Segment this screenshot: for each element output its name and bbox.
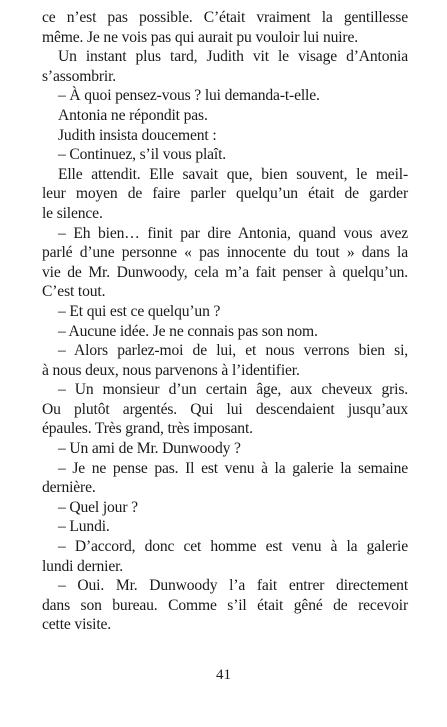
- text-line: Un instant plus tard, Judith vit le visage d’Antonia: [58, 48, 408, 66]
- text-line: Elle attendit. Elle savait que, bien souvent, le meil-: [58, 165, 408, 183]
- text-line: Ou plutôt argentés. Qui lui descendaient jusqu’aux: [42, 400, 408, 418]
- text-line: leur moyen de faire parler quelqu’un était de garder: [42, 185, 408, 203]
- text-line: vie de Mr. Dunwoody, cela m’a fait penser à quelqu’un.: [42, 263, 408, 281]
- page-number: 41: [216, 667, 231, 683]
- text-line: dernière.: [42, 479, 96, 497]
- text-line: cette visite.: [42, 616, 112, 634]
- text-line: – À quoi pensez-vous ? lui demanda-t-elle.: [58, 87, 320, 105]
- text-line: – Un ami de Mr. Dunwoody ?: [58, 440, 241, 458]
- text-line: – Un monsieur d’un certain âge, aux cheveux gris.: [58, 381, 408, 399]
- text-line: – Aucune idée. Je ne connais pas son nom.: [58, 322, 318, 340]
- text-line: à nous deux, nous parvenons à l’identifier.: [42, 361, 300, 379]
- text-line: lundi dernier.: [42, 557, 124, 575]
- text-line: Antonia ne répondit pas.: [58, 106, 208, 124]
- text-line: – Je ne pense pas. Il est venu à la galerie la semaine: [58, 459, 408, 477]
- text-line: ce n’est pas possible. C’était vraiment la gentillesse: [42, 9, 408, 26]
- text-line: s’assombrir.: [42, 67, 116, 85]
- text-line: – D’accord, donc cet homme est venu à la galerie: [58, 538, 408, 556]
- body-text: [42, 8, 408, 635]
- text-line: épaules. Très grand, très imposant.: [42, 420, 253, 438]
- text-line: le silence.: [42, 204, 103, 222]
- text-line: C’est tout.: [42, 283, 106, 301]
- text-line: – Eh bien… finit par dire Antonia, quand vous avez: [58, 224, 408, 242]
- text-line: parlé d’une personne « pas innocente du tout » dans la: [42, 244, 408, 262]
- text-line: – Continuez, s’il vous plaît.: [58, 146, 227, 164]
- text-line: – Oui. Mr. Dunwoody l’a fait entrer directement: [58, 577, 408, 595]
- text-line: même. Je ne vois pas qui aurait pu vouloir lui nuire.: [42, 28, 358, 46]
- text-line: – Alors parlez-moi de lui, et nous verrons bien si,: [58, 342, 408, 360]
- text-line: – Lundi.: [58, 518, 110, 536]
- text-line: – Quel jour ?: [58, 498, 138, 516]
- text-line: dans son bureau. Comme s’il était gêné de recevoir: [42, 596, 408, 614]
- text-line: Judith insista doucement :: [58, 126, 217, 144]
- text-line: – Et qui est ce quelqu’un ?: [58, 302, 221, 320]
